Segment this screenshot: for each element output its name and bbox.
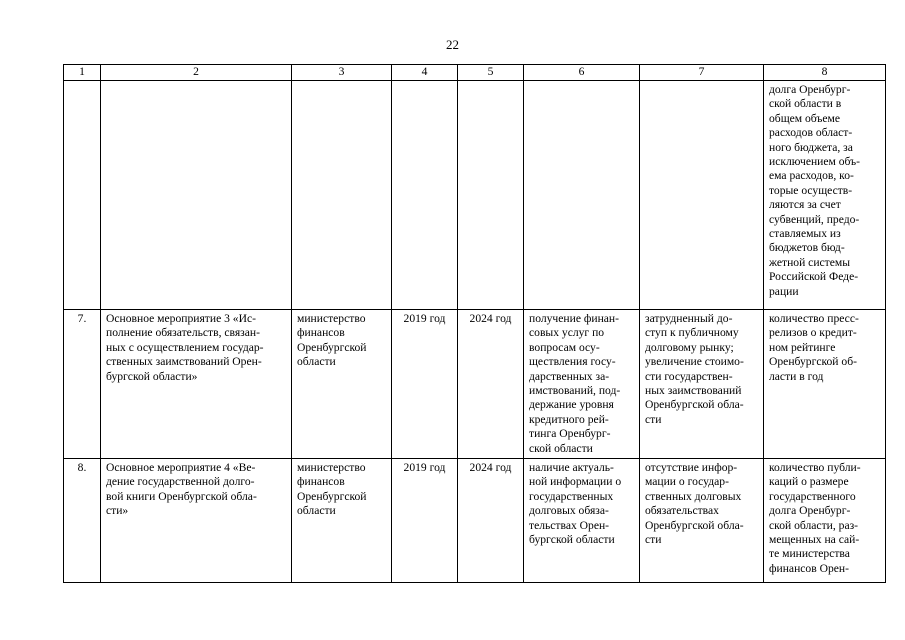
executor-cell xyxy=(292,81,392,310)
start-year-cell: 2019 год xyxy=(392,310,458,459)
column-header: 5 xyxy=(458,65,524,81)
program-measures-table xyxy=(63,64,886,583)
measure-cell: Основное мероприятие 4 «Ве- дение государственной долго- вой книги Оренбургской обла- сти» xyxy=(101,459,292,583)
executor-cell: министерство финансов Оренбургской области xyxy=(292,310,392,459)
indicator-cell: количество пресс- релизов о кредит- ном рейтинге Оренбургской об- ласти в год xyxy=(764,310,886,459)
column-header: 6 xyxy=(524,65,640,81)
table-row xyxy=(64,310,886,459)
consequences-cell: отсутствие инфор- мации о государ- ственных долговых обязательствах Оренбургской обла- сти xyxy=(640,459,764,583)
measure-cell xyxy=(101,81,292,310)
expected-result-cell xyxy=(524,81,640,310)
start-year-cell xyxy=(392,81,458,310)
start-year-cell: 2019 год xyxy=(392,459,458,583)
table-row xyxy=(64,81,886,310)
column-header: 8 xyxy=(764,65,886,81)
row-number-cell xyxy=(64,81,101,310)
end-year-cell: 2024 год xyxy=(458,459,524,583)
row-number-cell: 8. xyxy=(64,459,101,583)
row-number-cell: 7. xyxy=(64,310,101,459)
page-number: 22 xyxy=(446,37,459,52)
table-header-row xyxy=(64,65,886,81)
end-year-cell xyxy=(458,81,524,310)
column-header: 3 xyxy=(292,65,392,81)
executor-cell: министерство финансов Оренбургской области xyxy=(292,459,392,583)
expected-result-cell: получение финан- совых услуг по вопросам осу- ществления госу- дарственных за- имствований, под- держание уровня кредитного рей- тинга Оренбург- ской области xyxy=(524,310,640,459)
column-header: 2 xyxy=(101,65,292,81)
column-header: 7 xyxy=(640,65,764,81)
indicator-cell: долга Оренбург- ской области в общем объеме расходов област- ного бюджета, за исключением объ- ема расходов, ко- торые осуществ- ляются за счет субвенций, предо- ставляемых из бюджетов бюд- жетной системы Российской Феде- рации xyxy=(764,81,886,310)
end-year-cell: 2024 год xyxy=(458,310,524,459)
consequences-cell: затрудненный до- ступ к публичному долговому рынку; увеличение стоимо- сти государствен- ных заимствований Оренбургской обла- сти xyxy=(640,310,764,459)
consequences-cell xyxy=(640,81,764,310)
table-row xyxy=(64,459,886,583)
column-header: 1 xyxy=(64,65,101,81)
column-header: 4 xyxy=(392,65,458,81)
indicator-cell: количество публи- каций о размере государственного долга Оренбург- ской области, раз- мещенных на сай- те министерства финансов Орен- xyxy=(764,459,886,583)
expected-result-cell: наличие актуаль- ной информации о государственных долговых обяза- тельствах Орен- бургской области xyxy=(524,459,640,583)
measure-cell: Основное мероприятие 3 «Ис- полнение обязательств, связан- ных с осуществлением государ- ственных заимствований Орен- бургской области» xyxy=(101,310,292,459)
